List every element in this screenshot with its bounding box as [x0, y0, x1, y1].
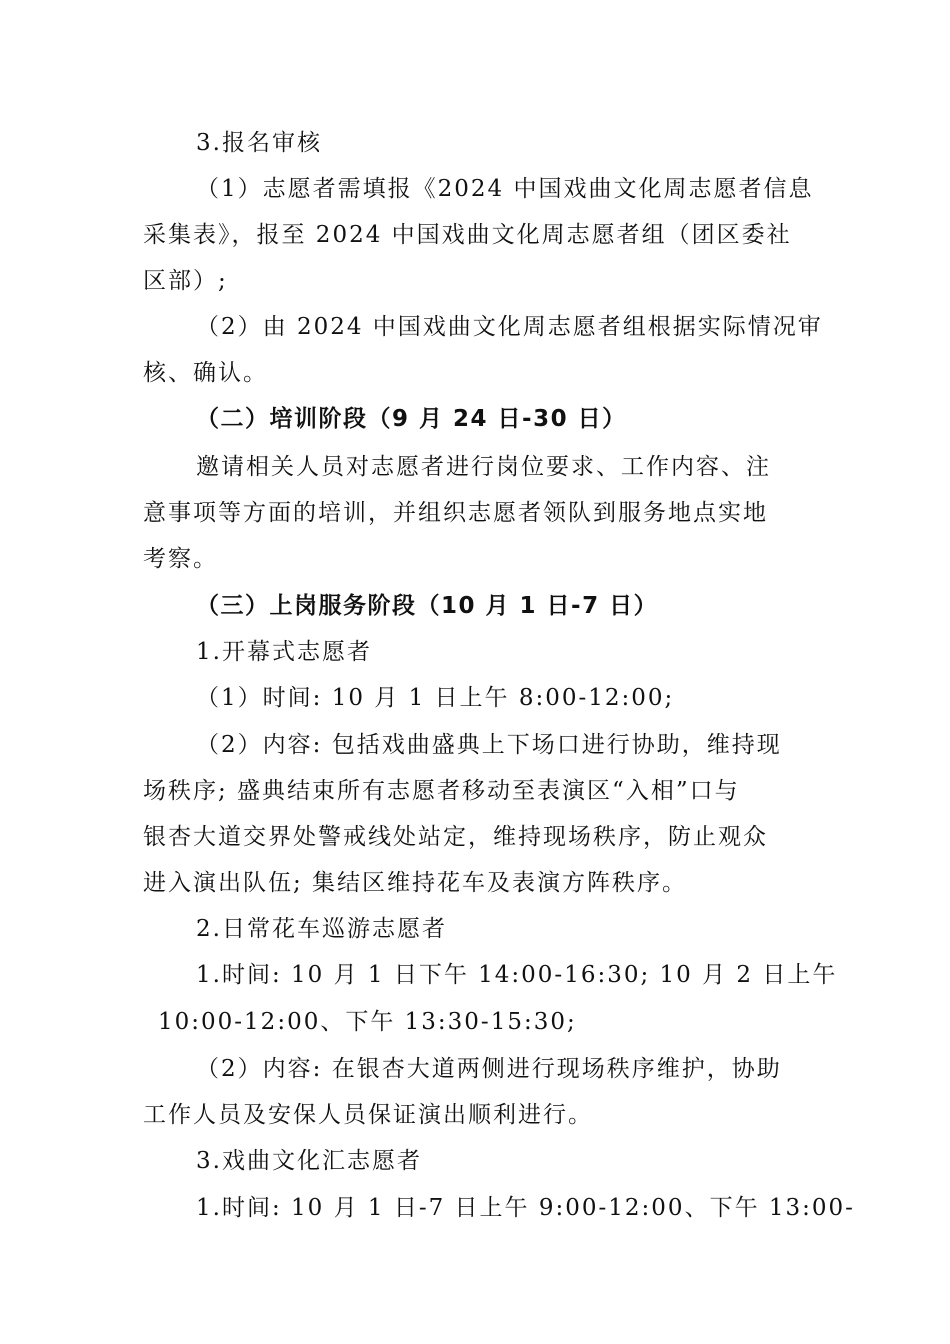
- paragraph-line: 采集表》，报至 2024 中国戏曲文化周志愿者组（团区委社: [143, 222, 792, 248]
- paragraph-line: 工作人员及安保人员保证演出顺利进行。: [143, 1102, 593, 1128]
- subsection-heading-parade: 2.日常花车巡游志愿者: [196, 916, 447, 942]
- paragraph-line: 区部）;: [143, 268, 228, 294]
- paragraph-line: 场秩序; 盛典结束所有志愿者移动至表演区“入相”口与: [143, 778, 740, 804]
- paragraph-line: 核、确认。: [143, 360, 268, 386]
- paragraph-line: 意事项等方面的培训，并组织志愿者领队到服务地点实地: [143, 500, 768, 526]
- paragraph-line: （2）内容: 包括戏曲盛典上下场口进行协助，维持现: [196, 732, 782, 758]
- paragraph-line: 银杏大道交界处警戒线处站定，维持现场秩序，防止观众: [143, 824, 768, 850]
- paragraph-line: （1）时间: 10 月 1 日上午 8:00-12:00;: [196, 685, 675, 711]
- paragraph-line: 10:00-12:00、下午 13:30-15:30;: [158, 1009, 577, 1035]
- paragraph-line: 1.时间: 10 月 1 日下午 14:00-16:30; 10 月 2 日上午: [196, 962, 838, 988]
- section-heading-service: （三）上岗服务阶段（10 月 1 日-7 日）: [196, 593, 659, 619]
- paragraph-line: 考察。: [143, 546, 218, 572]
- paragraph-line: （2）内容: 在银杏大道两侧进行现场秩序维护，协助: [196, 1056, 782, 1082]
- subsection-heading-opera-culture: 3.戏曲文化汇志愿者: [196, 1148, 422, 1174]
- subsection-heading-opening: 1.开幕式志愿者: [196, 639, 372, 665]
- paragraph-line: 邀请相关人员对志愿者进行岗位要求、工作内容、注: [196, 454, 771, 480]
- paragraph-line: （2）由 2024 中国戏曲文化周志愿者组根据实际情况审: [196, 314, 823, 340]
- paragraph-line: 1.时间: 10 月 1 日-7 日上午 9:00-12:00、下午 13:00-: [196, 1195, 855, 1221]
- section-heading-training: （二）培训阶段（9 月 24 日-30 日）: [196, 406, 627, 432]
- section-heading-registration-review: 3.报名审核: [196, 130, 322, 156]
- paragraph-line: （1）志愿者需填报《2024 中国戏曲文化周志愿者信息: [196, 176, 814, 202]
- paragraph-line: 进入演出队伍; 集结区维持花车及表演方阵秩序。: [143, 870, 688, 896]
